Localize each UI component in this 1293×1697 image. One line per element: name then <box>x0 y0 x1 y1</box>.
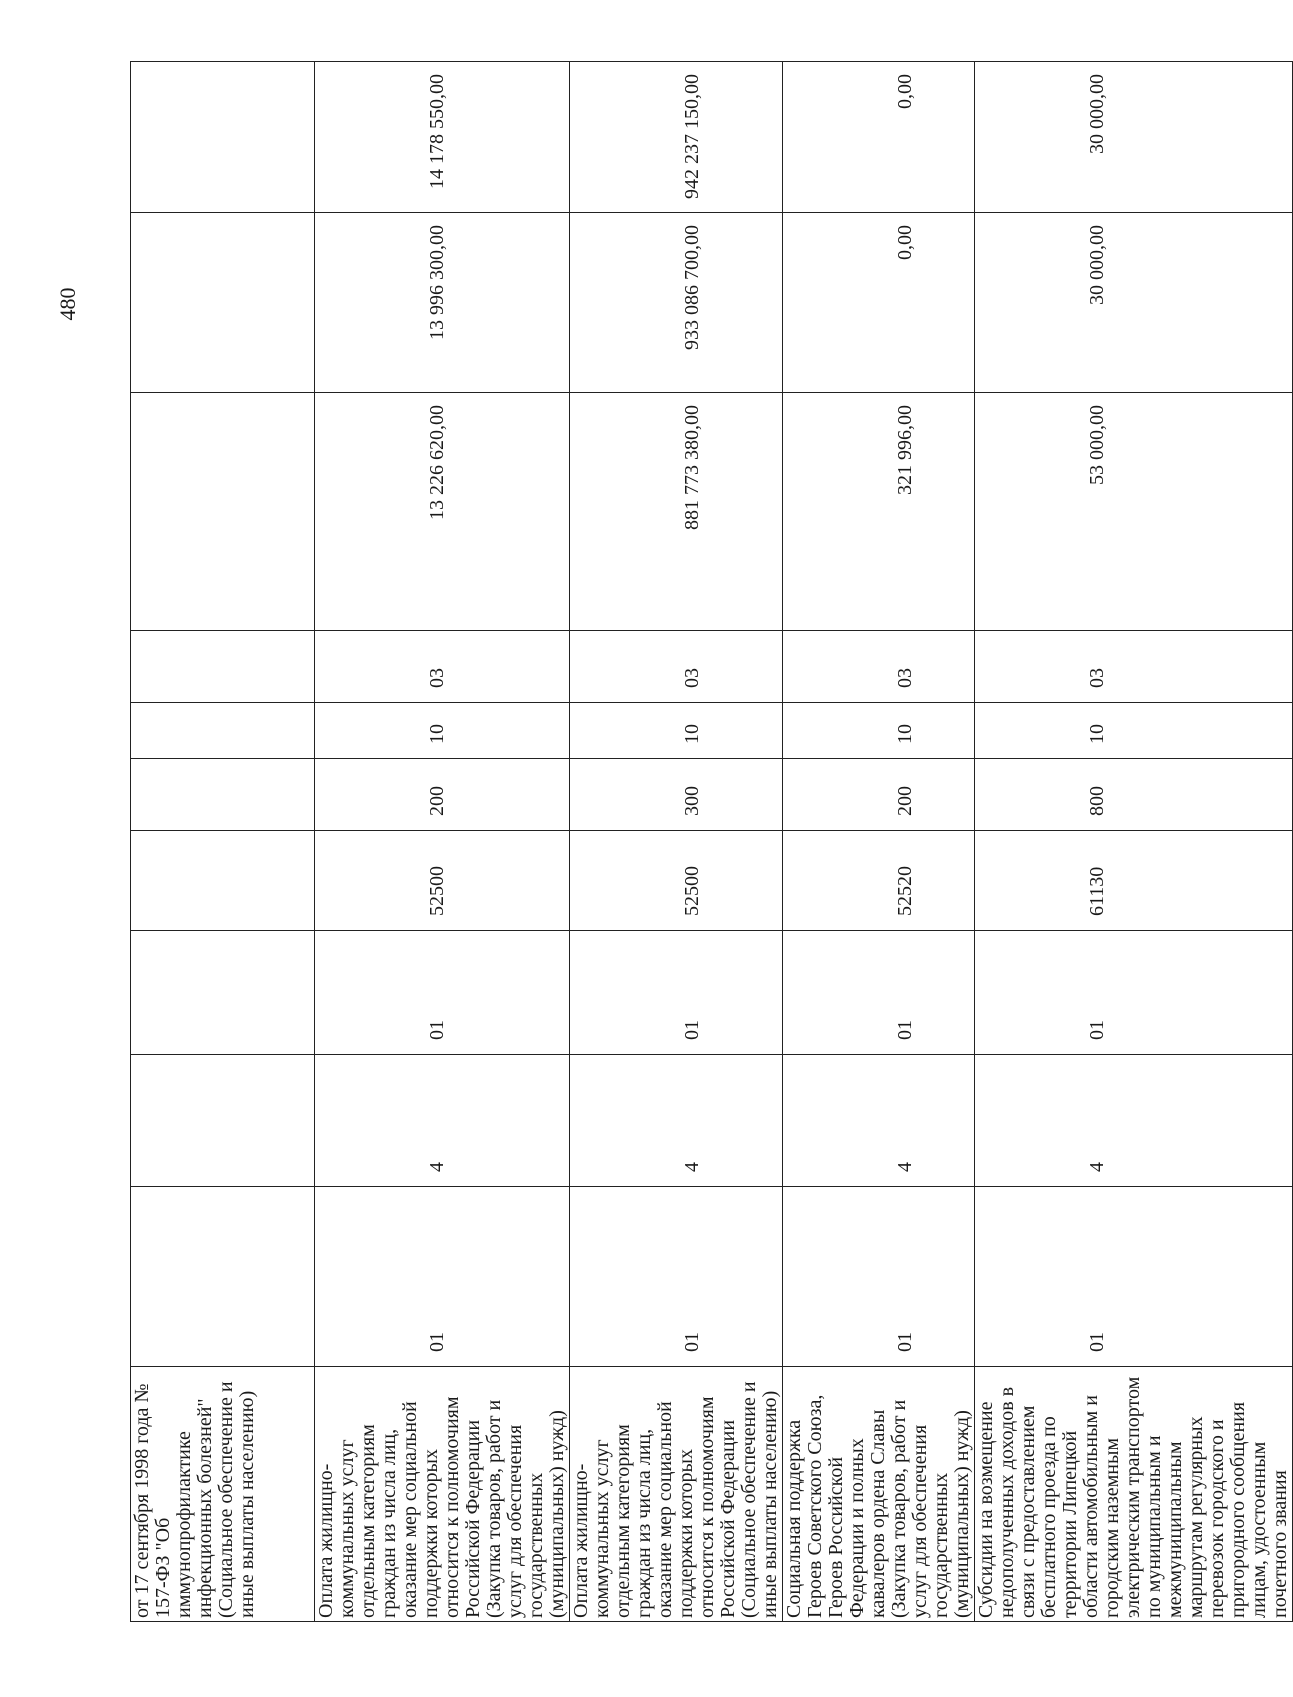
amount-cell: 13 996 300,00 <box>315 213 570 393</box>
amount-cell: 13 226 620,00 <box>315 393 570 631</box>
code-cell <box>131 1055 315 1187</box>
code-cell: 01 <box>315 1187 570 1367</box>
code-cell: 4 <box>975 1055 1293 1187</box>
table-row <box>131 62 315 1622</box>
code-cell: 200 <box>315 759 570 831</box>
amount-cell: 933 086 700,00 <box>570 213 783 393</box>
table-row <box>570 62 783 1622</box>
code-cell: 800 <box>975 759 1293 831</box>
table-row <box>975 62 1293 1622</box>
code-cell: 01 <box>783 1187 975 1367</box>
code-cell <box>131 1187 315 1367</box>
code-cell: 01 <box>570 931 783 1055</box>
budget-table <box>130 61 1293 1622</box>
code-cell: 200 <box>783 759 975 831</box>
table-row <box>315 62 570 1622</box>
amount-cell: 30 000,00 <box>975 62 1293 213</box>
row-description: Оплата жилищно-коммунальных услуг отдельным категориям граждан из числа лиц, оказание мер социальной поддержки которых относится к полномочиям Российской Федерации (Закупка товаров, работ и услуг для обеспечения государственных (муниципальных) нужд) <box>315 1367 570 1622</box>
row-description: Субсидии на возмещение недополученных доходов в связи с предоставлением бесплатного проезда по территории Липецкой области автомобильным и городским наземным электрическим транспортом по муниципальным и межмуниципальным маршрутам регулярных перевозок городского и пригородного сообщения лицам, удостоенным почетного звания <box>975 1367 1293 1622</box>
amount-cell <box>131 213 315 393</box>
code-cell: 01 <box>975 931 1293 1055</box>
row-description: Оплата жилищно-коммунальных услуг отдельным категориям граждан из числа лиц, оказание мер социальной поддержки которых относится к полномочиям Российской Федерации (Социальное обеспечение и иные выплаты населению) <box>570 1367 783 1622</box>
code-cell: 4 <box>783 1055 975 1187</box>
code-cell: 01 <box>315 931 570 1055</box>
amount-cell: 0,00 <box>783 213 975 393</box>
amount-cell: 321 996,00 <box>783 393 975 631</box>
amount-cell: 53 000,00 <box>975 393 1293 631</box>
code-cell: 01 <box>975 1187 1293 1367</box>
code-cell: 03 <box>315 631 570 703</box>
code-cell: 4 <box>570 1055 783 1187</box>
code-cell: 03 <box>975 631 1293 703</box>
code-cell: 10 <box>783 703 975 759</box>
code-cell: 10 <box>570 703 783 759</box>
row-description: Социальная поддержка Героев Советского Союза, Героев Российской Федерации и полных кавалеров ордена Славы (Закупка товаров, работ и услуг для обеспечения государственных (муниципальных) нужд) <box>783 1367 975 1622</box>
code-cell <box>131 631 315 703</box>
code-cell: 52500 <box>315 831 570 931</box>
code-cell <box>131 703 315 759</box>
code-cell <box>131 831 315 931</box>
table-row <box>783 62 975 1622</box>
row-description: от 17 сентября 1998 года № 157-ФЗ "Об иммунопрофилактике инфекционных болезней" (Социальное обеспечение и иные выплаты населению) <box>131 1367 315 1622</box>
code-cell: 4 <box>315 1055 570 1187</box>
code-cell: 01 <box>783 931 975 1055</box>
code-cell <box>131 759 315 831</box>
amount-cell: 0,00 <box>783 62 975 213</box>
amount-cell <box>131 393 315 631</box>
code-cell: 300 <box>570 759 783 831</box>
code-cell: 03 <box>570 631 783 703</box>
code-cell: 01 <box>570 1187 783 1367</box>
code-cell: 61130 <box>975 831 1293 931</box>
rotated-page <box>130 62 1291 1622</box>
amount-cell: 14 178 550,00 <box>315 62 570 213</box>
amount-cell: 942 237 150,00 <box>570 62 783 213</box>
code-cell <box>131 931 315 1055</box>
code-cell: 10 <box>315 703 570 759</box>
amount-cell <box>131 62 315 213</box>
page-number: 480 <box>55 287 80 321</box>
code-cell: 52520 <box>783 831 975 931</box>
amount-cell: 881 773 380,00 <box>570 393 783 631</box>
amount-cell: 30 000,00 <box>975 213 1293 393</box>
code-cell: 03 <box>783 631 975 703</box>
code-cell: 10 <box>975 703 1293 759</box>
code-cell: 52500 <box>570 831 783 931</box>
